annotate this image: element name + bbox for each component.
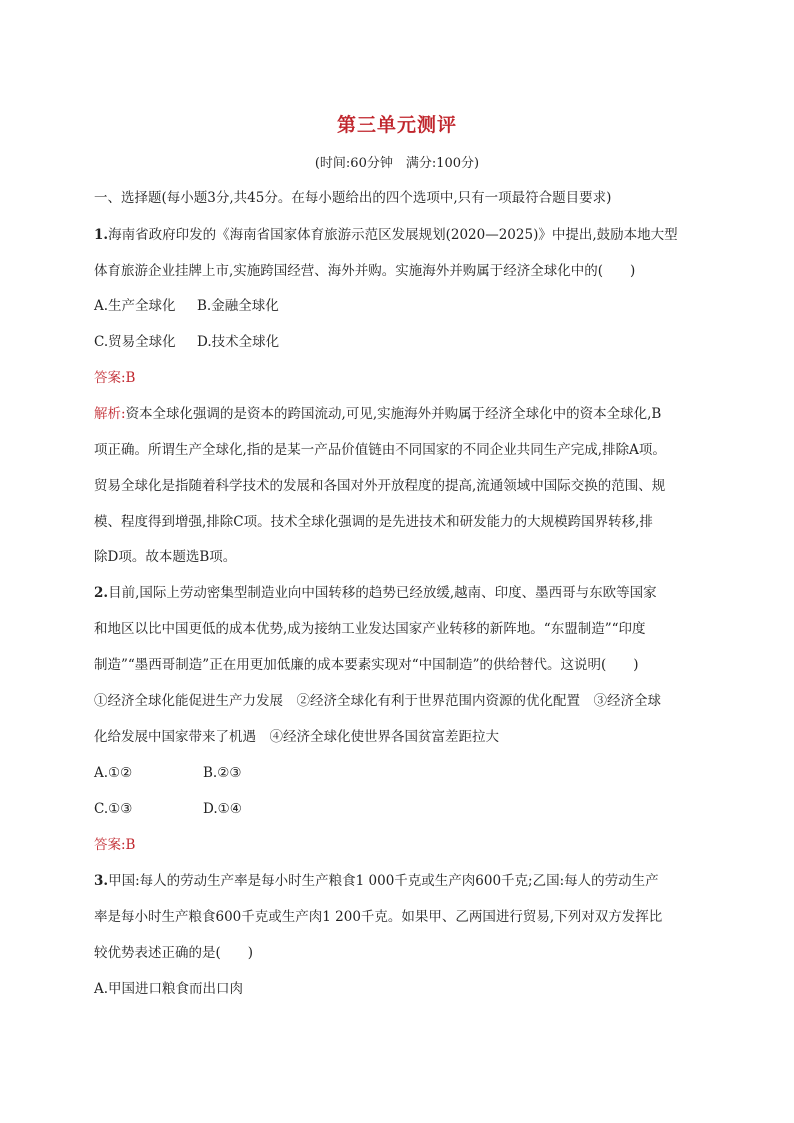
question-2 (94, 584, 710, 602)
question-2-line-4: ①经济全球化能促进生产力发展 ②经济全球化有利于世界范围内资源的优化配置 ③经济全球 (94, 693, 661, 709)
question-number: 1. (94, 227, 109, 243)
question-1-options-row-2 (94, 333, 710, 351)
question-1-analysis-line-2: 项正确。所谓生产全球化,指的是某一产品价值链由不同国家的不同企业共同生产完成,排除A项。 (94, 442, 666, 458)
option-d: D.①④ (203, 801, 242, 817)
option-b: B.②③ (203, 765, 242, 781)
question-2-line-5: 化给发展中国家带来了机遇 ④经济全球化使世界各国贫富差距拉大 (94, 729, 499, 745)
question-1-analysis-line-5: 除D项。故本题选B项。 (94, 549, 237, 565)
page-title: 第三单元测评 (336, 114, 457, 136)
question-1-line-2: 体育旅游企业挂牌上市,实施跨国经营、海外并购。实施海外并购属于经济全球化中的( ) (94, 263, 636, 279)
analysis-label: 解析: (94, 406, 126, 422)
question-text: 海南省政府印发的《海南省国家体育旅游示范区发展规划(2020—2025)》中提出,鼓励本地大型 (108, 227, 678, 243)
question-2-line-2: 和地区以比中国更低的成本优势,成为接纳工业发达国家产业转移的新阵地。“东盟制造”“印度 (94, 621, 646, 637)
question-2-options-row-2 (94, 800, 710, 818)
question-1-analysis-line-4: 模、程度得到增强,排除C项。技术全球化强调的是先进技术和研发能力的大规模跨国界转移,排 (94, 514, 653, 530)
option-a: A.生产全球化 (94, 298, 176, 314)
question-1-analysis-line-3: 贸易全球化是指随着科学技术的发展和各国对外开放程度的提高,流通领域中国际交换的范围、规 (94, 478, 666, 494)
option-c: C.①③ (94, 801, 133, 817)
question-3 (94, 872, 710, 890)
option-a: A.①② (94, 765, 133, 781)
question-2-line-3: 制造”“墨西哥制造”正在用更加低廉的成本要素实现对“中国制造”的供给替代。这说明( ) (94, 657, 639, 673)
option-d: D.技术全球化 (197, 334, 280, 350)
option-c: C.贸易全球化 (94, 334, 176, 350)
question-number: 3. (94, 873, 109, 889)
question-1 (94, 226, 710, 244)
question-2-options-row-1 (94, 764, 710, 782)
question-2-answer: 答案:B (94, 837, 136, 853)
analysis-text: 资本全球化强调的是资本的跨国流动,可见,实施海外并购属于经济全球化中的资本全球化,B (125, 406, 662, 422)
question-3-line-2: 率是每小时生产粮食600千克或生产肉1 200千克。如果甲、乙两国进行贸易,下列对双方发挥比 (94, 909, 663, 925)
section-heading: 一、选择题(每小题3分,共45分。在每小题给出的四个选项中,只有一项最符合题目要求) (94, 190, 612, 206)
question-3-option-a: A.甲国进口粮食而出口肉 (94, 981, 244, 997)
question-1-analysis (94, 405, 710, 423)
question-1-answer: 答案:B (94, 370, 136, 386)
question-text: 甲国:每人的劳动生产率是每小时生产粮食1 000千克或生产肉600千克;乙国:每人的劳动生产 (108, 873, 659, 889)
question-1-options-row-1 (94, 297, 710, 315)
question-text: 目前,国际上劳动密集型制造业向中国转移的趋势已经放缓,越南、印度、墨西哥与东欧等国家 (108, 585, 657, 601)
option-b: B.金融全球化 (197, 298, 279, 314)
exam-info: (时间:60分钟 满分:100分) (314, 156, 480, 171)
question-number: 2. (94, 585, 109, 601)
question-3-line-3: 较优势表述正确的是( ) (94, 945, 254, 961)
